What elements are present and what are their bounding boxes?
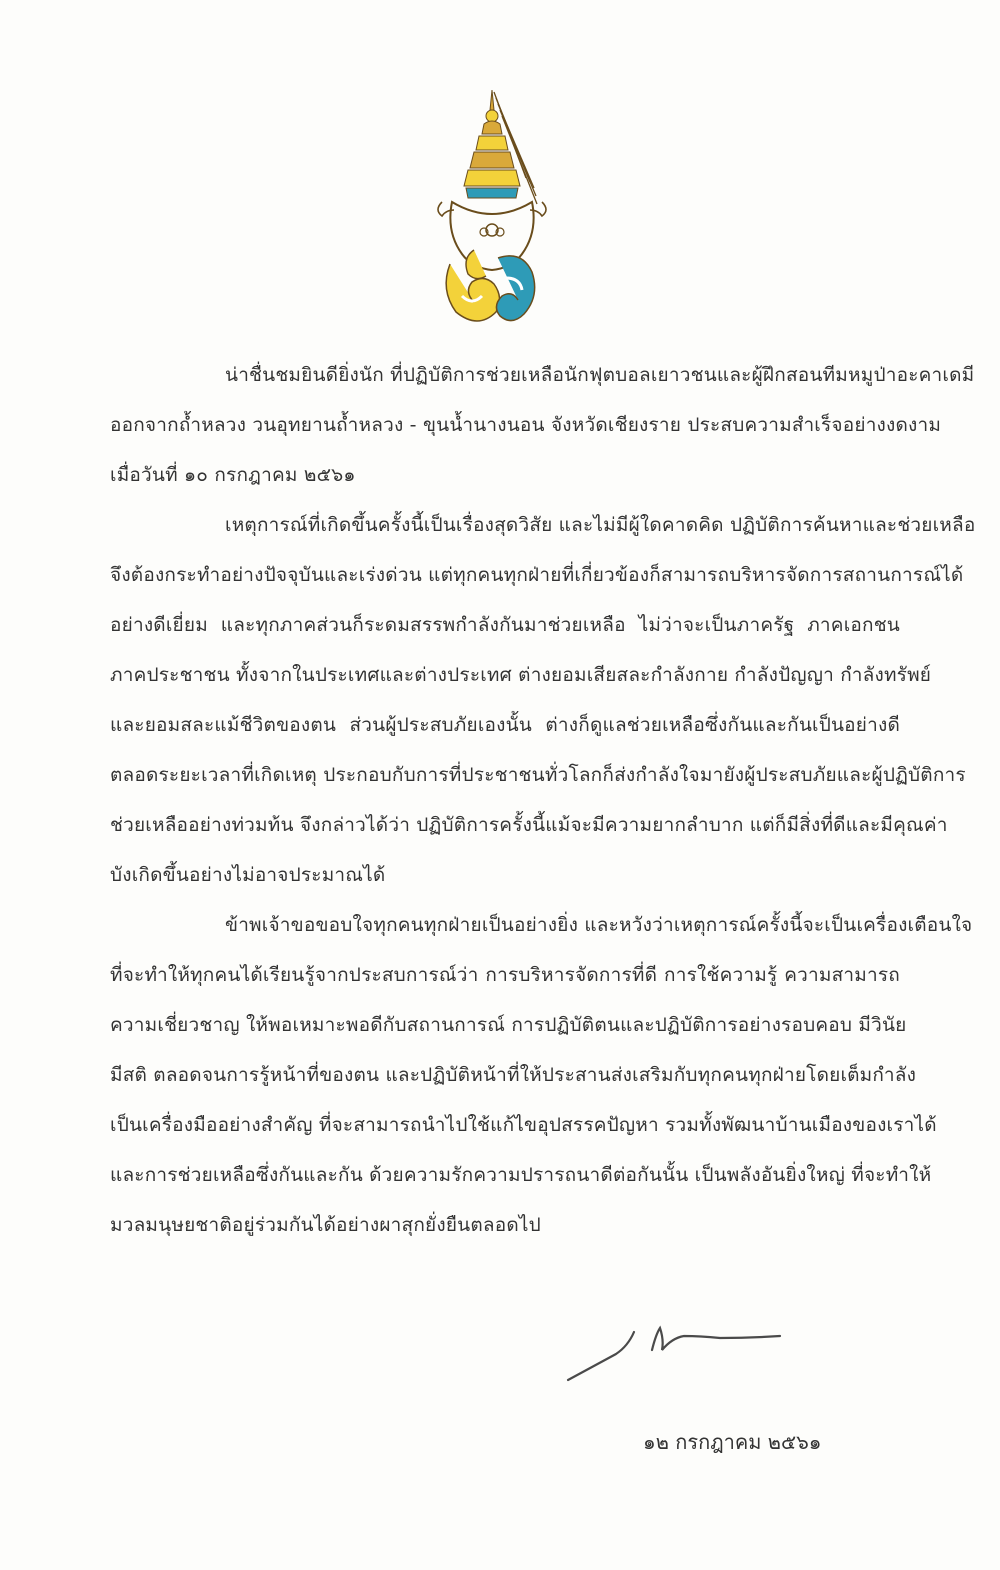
- paragraph-line: เมื่อวันที่ ๑๐ กรกฎาคม ๒๕๖๑: [110, 464, 356, 486]
- paragraph-line: ที่จะทำให้ทุกคนได้เรียนรู้จากประสบการณ์ว่า การบริหารจัดการที่ดี การใช้ความรู้ ความสามารถ: [110, 964, 900, 986]
- signature-icon: [560, 1310, 800, 1400]
- paragraph-line: ออกจากถ้ำหลวง วนอุทยานถ้ำหลวง - ขุนน้ำนางนอน จังหวัดเชียงราย ประสบความสำเร็จอย่างงดงาม: [110, 414, 942, 436]
- paragraph-line: จึงต้องกระทำอย่างปัจจุบันและเร่งด่วน แต่ทุกคนทุกฝ่ายที่เกี่ยวข้องก็สามารถบริหารจัดการสถานการณ์ได้: [110, 564, 964, 586]
- royal-cypher-emblem-icon: [432, 82, 552, 332]
- emblem-crown: [464, 90, 520, 198]
- paragraph-line: ตลอดระยะเวลาที่เกิดเหตุ ประกอบกับการที่ประชาชนทั่วโลกก็ส่งกำลังใจมายังผู้ประสบภัยและผู้ปฏิบัติการ: [110, 764, 966, 786]
- paragraph-line: ภาคประชาชน ทั้งจากในประเทศและต่างประเทศ ต่างยอมเสียสละกำลังกาย กำลังปัญญา กำลังทรัพย์: [110, 664, 932, 686]
- paragraph-line: ความเชี่ยวชาญ ให้พอเหมาะพอดีกับสถานการณ์ การปฏิบัติตนและปฏิบัติการอย่างรอบคอบ มีวินัย: [110, 1014, 907, 1036]
- paragraph-1: [110, 355, 975, 505]
- paragraph-line: เหตุการณ์ที่เกิดขึ้นครั้งนี้เป็นเรื่องสุดวิสัย และไม่มีผู้ใดคาดคิด ปฏิบัติการค้นหาและช่วยเหลือ: [225, 514, 976, 536]
- paragraph-line: น่าชื่นชมยินดียิ่งนัก ที่ปฏิบัติการช่วยเหลือนักฟุตบอลเยาวชนและผู้ฝึกสอนทีมหมูป่าอะคาเดมี: [225, 364, 975, 386]
- paragraph-line: มีสติ ตลอดจนการรู้หน้าที่ของตน และปฏิบัติหน้าที่ให้ประสานส่งเสริมกับทุกคนทุกฝ่ายโดยเต็มกำลัง: [110, 1064, 917, 1086]
- paragraph-line: และยอมสละแม้ชีวิตของตน ส่วนผู้ประสบภัยเองนั้น ต่างก็ดูแลช่วยเหลือซึ่งกันและกันเป็นอย่างดี: [110, 714, 900, 736]
- paragraph-line: ข้าพเจ้าขอขอบใจทุกคนทุกฝ่ายเป็นอย่างยิ่ง และหวังว่าเหตุการณ์ครั้งนี้จะเป็นเครื่องเตือนใจ: [225, 914, 973, 936]
- paragraph-line: และการช่วยเหลือซึ่งกันและกัน ด้วยความรักความปรารถนาดีต่อกันนั้น เป็นพลังอันยิ่งใหญ่ ที่จะทำให้: [110, 1164, 932, 1186]
- paragraph-2: [110, 505, 976, 905]
- paragraph-line: เป็นเครื่องมืออย่างสำคัญ ที่จะสามารถนำไปใช้แก้ไขอุปสรรคปัญหา รวมทั้งพัฒนาบ้านเมืองของเราได้: [110, 1114, 937, 1136]
- paragraph-line: ช่วยเหลืออย่างท่วมท้น จึงกล่าวได้ว่า ปฏิบัติการครั้งนี้แม้จะมีความยากลำบาก แต่ก็มีสิ่งที่ดีและมีคุณค่า: [110, 814, 948, 836]
- emblem-cypher: [438, 202, 546, 321]
- letter-date: ๑๒ กรกฎาคม ๒๕๖๑: [643, 1430, 822, 1454]
- paragraph-line: มวลมนุษยชาติอยู่ร่วมกันได้อย่างผาสุกยั่งยืนตลอดไป: [110, 1214, 541, 1236]
- paragraph-line: อย่างดีเยี่ยม และทุกภาคส่วนก็ระดมสรรพกำลังกันมาช่วยเหลือ ไม่ว่าจะเป็นภาครัฐ ภาคเอกชน: [110, 614, 900, 636]
- letter-body: [110, 355, 976, 1255]
- paragraph-line: บังเกิดขึ้นอย่างไม่อาจประมาณได้: [110, 864, 386, 886]
- paragraph-3: [110, 905, 973, 1255]
